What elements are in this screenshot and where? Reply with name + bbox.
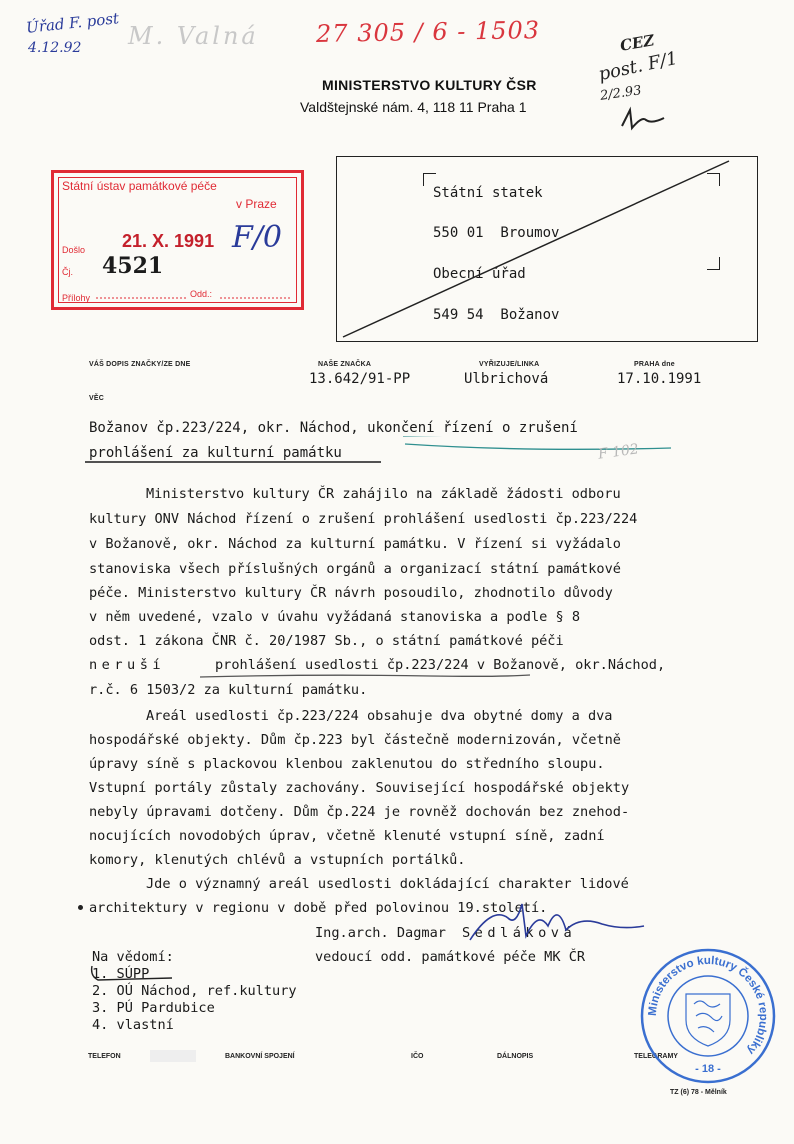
handwritten-note-top-right-2: post. F/1 [596,47,680,86]
body-line: komory, klenutých chlévů a vstupních portálků. [89,852,466,868]
stamp-date-label: Došlo [62,245,86,255]
body-line: Ministerstvo kultury ČR zahájilo na základě žádosti odboru [146,486,621,502]
cc-item-underline [88,962,178,986]
stamp-number: 4521 [102,253,164,279]
handled-by-value: Ulbrichová [464,371,549,387]
your-letter-label: VÁŠ DOPIS ZNAČKY/ZE DNE [89,361,191,368]
handwritten-note-top-left: Úřad F. post [25,9,120,37]
initials-scribble-icon [618,106,668,132]
handled-by-label: VYŘIZUJE/LINKA [479,361,540,368]
handwritten-note-top-right-1: CEZ [618,31,656,55]
stamp-division-label: Odd.: [190,289,213,299]
subject-line: prohlášení za kulturní památku [89,445,342,461]
body-line: péče. Ministerstvo kultury ČR návrh posoudilo, zhodnotilo důvody [89,585,613,601]
subject-label: VĚC [89,395,104,402]
ministry-name: MINISTERSTVO KULTURY ČSR [322,77,537,93]
body-line: v něm uvedené, vzalo v úvahu vyžádaná stanoviska a podle § 8 [89,609,581,625]
body-line: nocujících novodobých úprav, včetně klenuté vstupní síně, zadní [89,828,605,844]
letter-date: 17.10.1991 [617,371,702,387]
footer-phone-label: TELEFON [88,1053,121,1060]
stamp-office-line2: v Praze [236,197,277,211]
cross-out-line-icon [337,157,757,341]
cc-item: 3. PÚ Pardubice [92,1000,215,1016]
body-line: Areál usedlosti čp.223/224 obsahuje dva obytné domy a dva [146,708,613,724]
round-stamp-number: - 18 - [695,1063,721,1075]
our-ref-label: NAŠE ZNAČKA [318,361,372,368]
stamp-number-label: Čj. [62,267,73,277]
our-ref-value: 13.642/91-PP [309,371,411,387]
footer-telegram-label: TELEGRAMY [634,1053,678,1060]
footer-telex-label: DÁLNOPIS [497,1053,534,1060]
stamp-date: 21. X. 1991 [122,231,215,251]
body-line: Vstupní portály zůstaly zachovány. Související hospodářské objekty [89,780,630,796]
body-line: v Božanově, okr. Náchod za kulturní památku. V řízení si vyžádalo [89,536,621,552]
cc-item: 4. vlastní [92,1017,174,1033]
cc-item: 1. SÚPP [92,966,150,982]
body-line: Jde o významný areál usedlosti dokládající charakter lidové [146,876,629,892]
subject-line: Božanov čp.223/224, okr. Náchod, ukončení řízení o zrušení [89,420,578,436]
stamp-office-line1: Státní ústav památkové péče [62,179,217,193]
address-line: 550 01 Broumov [433,225,560,241]
address-line: Obecní úřad [433,266,526,282]
body-line: architektury v regionu v době před polovinou 19.století. [89,900,548,916]
place-date-label: PRAHA dne [634,361,675,368]
address-line: Státní statek [433,185,543,201]
ministry-round-stamp [638,946,778,1086]
address-line: 549 54 Božanov [433,307,560,323]
body-line: r.č. 6 1503/2 za kulturní památku. [89,682,368,698]
footer-bank-label: BANKOVNÍ SPOJENÍ [225,1053,295,1060]
body-line: úpravy síně s plackovou klenbou zaklenutou do středního sloupu. [89,756,605,772]
margin-dot-icon [78,905,83,910]
footer-ico-label: IČO [411,1053,424,1060]
signature-name-prefix: Ing.arch. Dagmar [315,925,446,941]
cc-label: Na vědomí: [92,949,174,965]
handwritten-stamp-mark: F/0 [232,220,283,255]
body-line: hospodářské objekty. Dům čp.223 byl částečně modernizován, včetně [89,732,621,748]
handwritten-date-top-left: 4.12.92 [28,40,82,56]
ministry-address: Valdštejnské nám. 4, 118 11 Praha 1 [300,99,527,115]
handwritten-subject-mark: F 102 [597,441,640,463]
decision-word: neruší [89,657,166,673]
handwritten-file-number: 27 305 / 6 - 1503 [315,16,541,48]
handwritten-name-faint: M. Valná [128,22,259,50]
signature-title: vedoucí odd. památkové péče MK ČR [315,949,586,965]
coat-of-arms-icon [686,994,730,1046]
body-line: stanoviska všech příslušných orgánů a organizací státní památkové [89,561,621,577]
body-line: odst. 1 zákona ČNR č. 20/1987 Sb., o státní památkové péči [89,633,564,649]
redacted-phone [150,1050,196,1062]
handwritten-note-top-right-3: 2/2.93 [599,83,643,104]
print-code: TZ (6) 78 - Mělník [670,1089,727,1096]
letterhead [300,77,590,115]
signature-name: Sedláková [462,925,577,941]
subject-underline [85,436,685,466]
signature-scribble-icon [462,896,652,946]
address-box [336,156,758,342]
body-line: kultury ONV Náchod řízení o zrušení prohlášení usedlosti čp.223/224 [89,511,638,527]
decision-underline [200,672,540,682]
cc-item: 2. OÚ Náchod, ref.kultury [92,983,297,999]
body-line: nebyly úpravami dotčeny. Dům čp.224 je rovněž dochován bez znehod- [89,804,630,820]
body-line: prohlášení usedlosti čp.223/224 v Božanově, okr.Náchod, [215,657,666,673]
round-stamp-text: Ministerstvo kultury České republiky [646,954,770,1057]
stamp-attachments-label: Přílohy [62,293,91,303]
